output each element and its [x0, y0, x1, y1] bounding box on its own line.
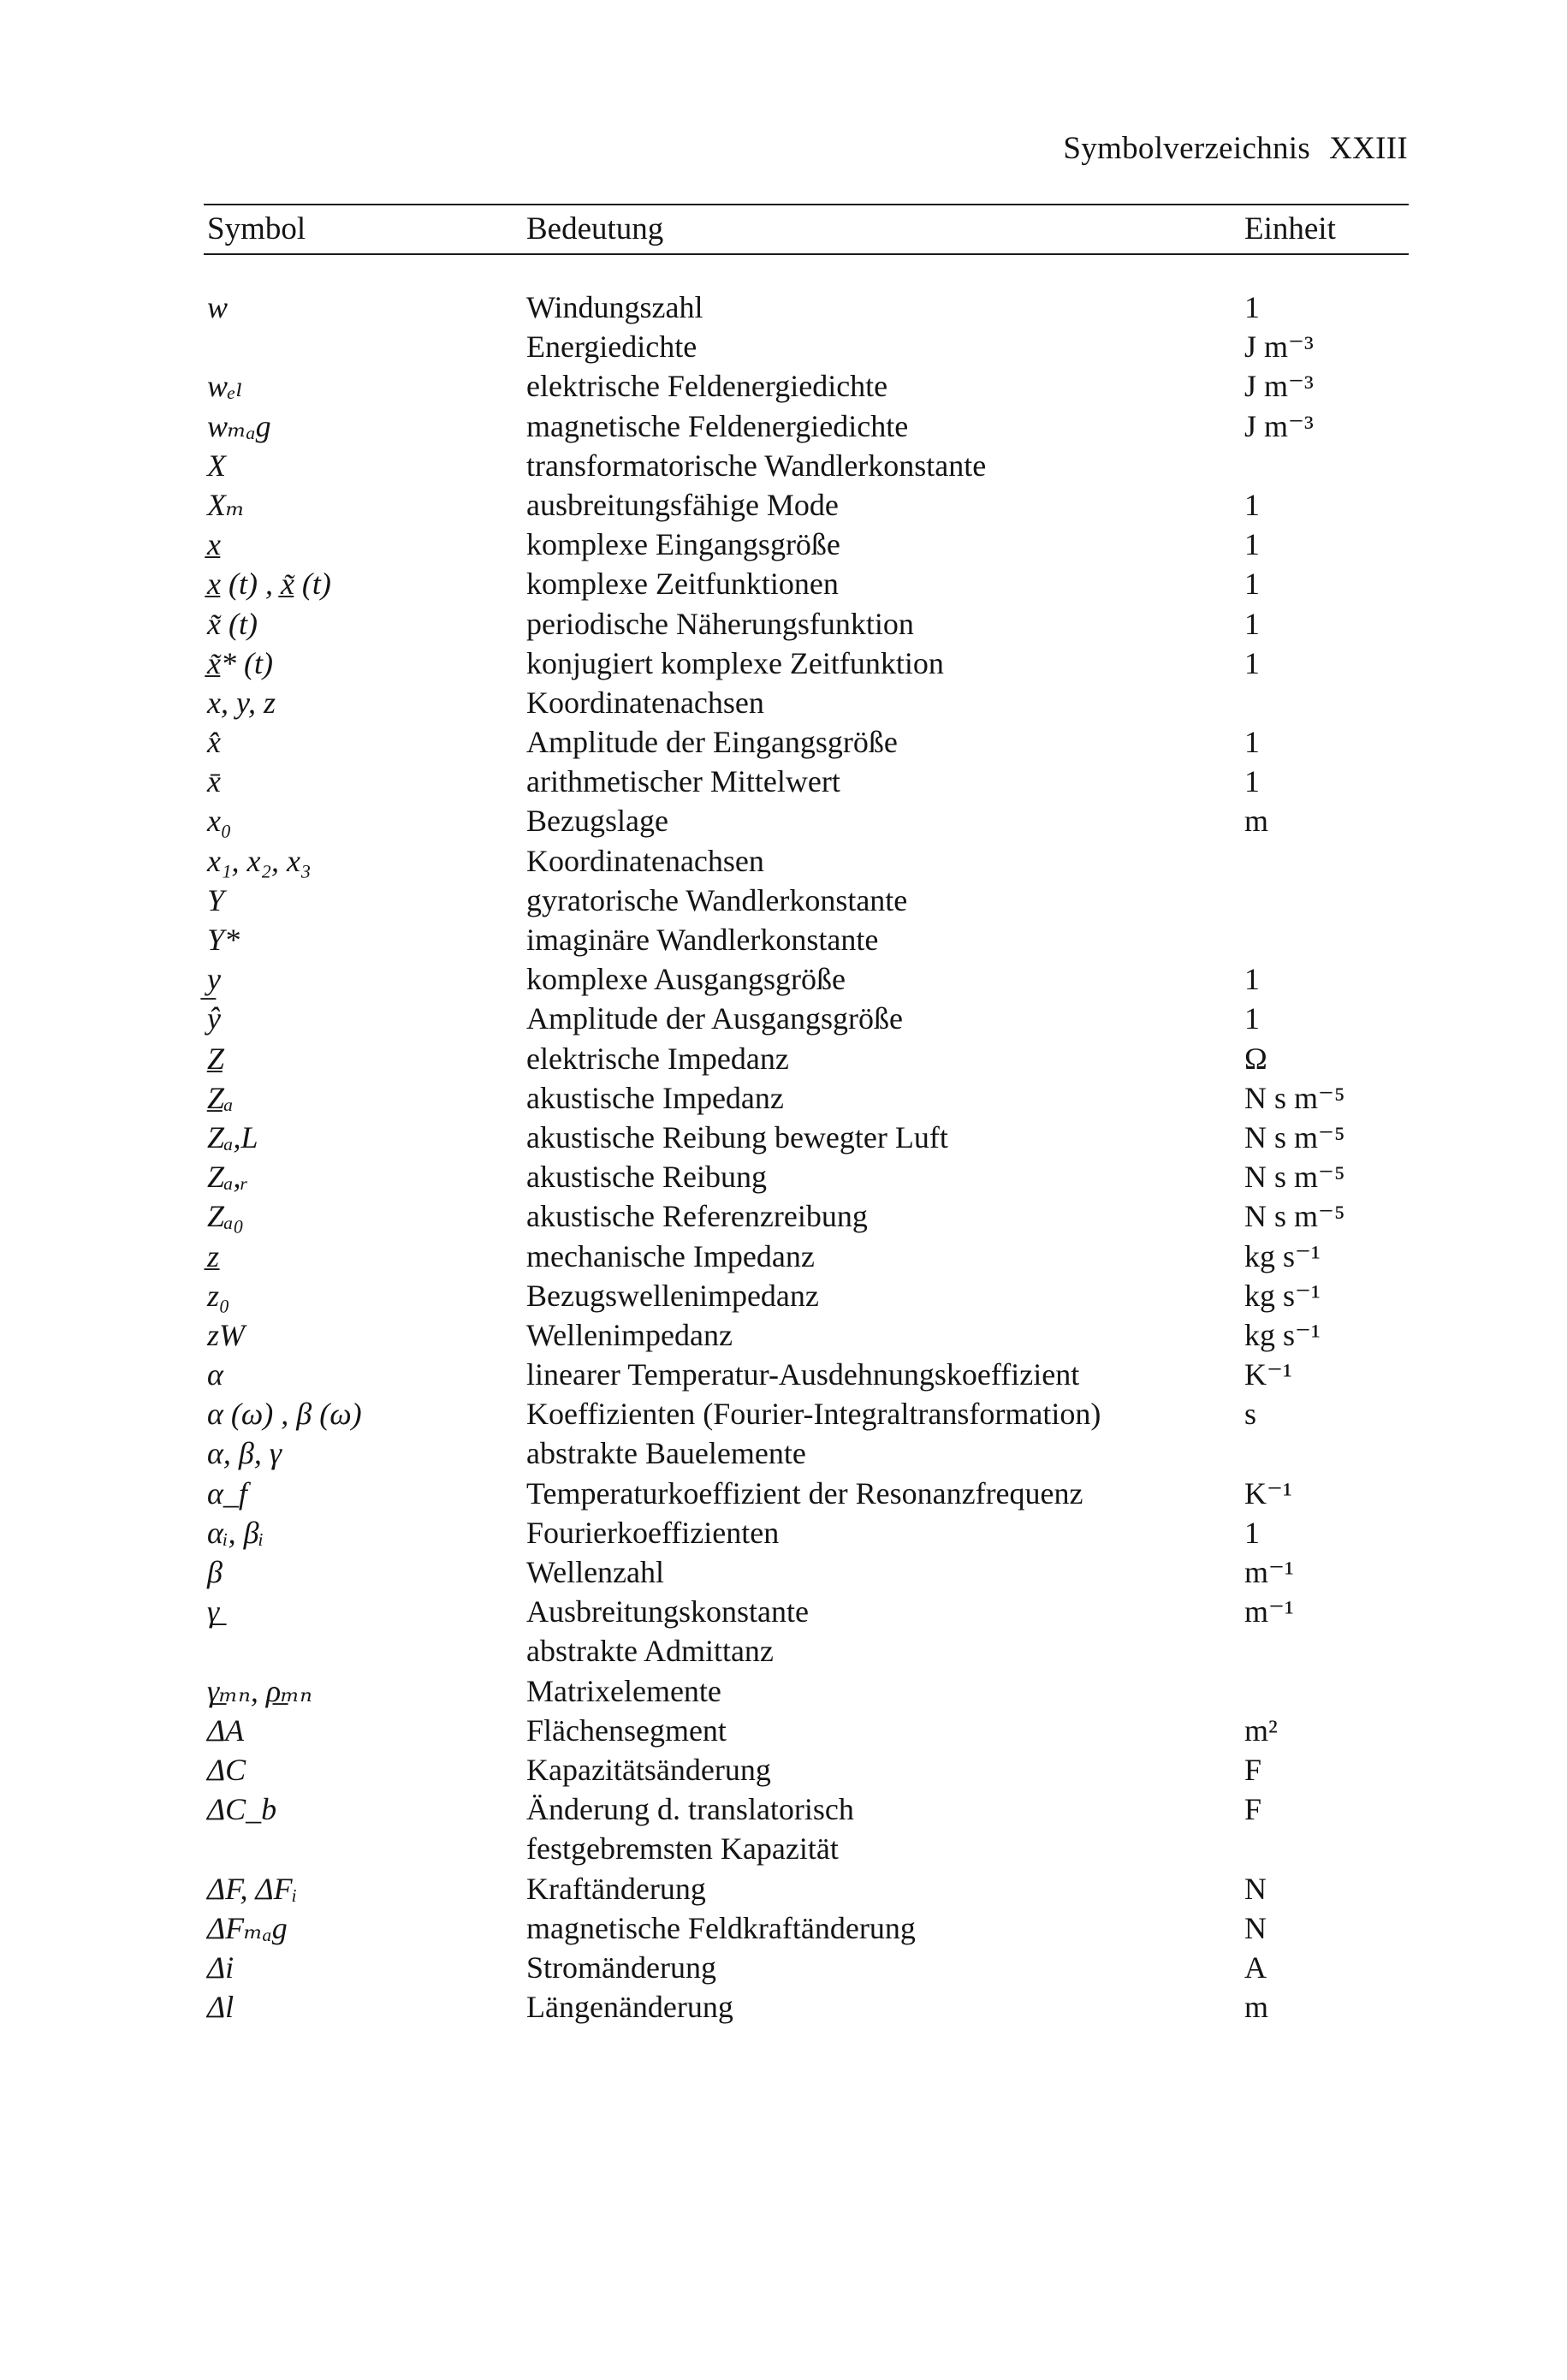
table-row [204, 1237, 1409, 1276]
unit-cell: Ω [1244, 1041, 1267, 1076]
table-row [204, 1552, 1409, 1592]
table-row [204, 999, 1409, 1038]
symbol-cell: γ̲ₘₙ, ρ̲ₘₙ [207, 1673, 312, 1708]
symbol-cell: ΔA [207, 1712, 245, 1748]
symbol-cell: x̂ [207, 725, 221, 760]
symbol-cell: zW [207, 1317, 245, 1352]
unit-cell: N [1244, 1910, 1267, 1945]
table-row [204, 644, 1409, 683]
meaning-cell: imaginäre Wandlerkonstante [526, 923, 879, 957]
unit-cell: kg s⁻¹ [1244, 1238, 1321, 1273]
table-row [204, 722, 1409, 762]
meaning-cell: akustische Reibung bewegter Luft [526, 1119, 948, 1154]
symbol-cell: β [207, 1555, 223, 1589]
symbol-cell: Y* [207, 923, 240, 957]
column-header-unit: Einheit [1244, 211, 1336, 246]
meaning-cell: komplexe Ausgangsgröße [526, 962, 846, 997]
meaning-cell: elektrische Impedanz [526, 1041, 789, 1076]
table-row [204, 485, 1409, 525]
table-row [204, 1750, 1409, 1789]
meaning-cell: Koeffizienten (Fourier-Integraltransformation) [526, 1397, 1101, 1432]
table-row [204, 1157, 1409, 1196]
symbol-cell: x̲̃* (t) [207, 645, 273, 680]
meaning-cell: Wellenimpedanz [526, 1317, 733, 1352]
table-row [204, 762, 1409, 801]
symbol-cell: x₀ [207, 804, 232, 839]
meaning-cell: akustische Reibung [526, 1160, 767, 1195]
meaning-cell: gyratorische Wandlerkonstante [526, 882, 908, 917]
table-row [204, 1474, 1409, 1513]
table-row [204, 1276, 1409, 1315]
meaning-cell: festgebremsten Kapazität [526, 1831, 839, 1867]
unit-cell: K⁻¹ [1244, 1475, 1292, 1510]
table-row [204, 1671, 1409, 1711]
table-row [204, 841, 1409, 881]
table-row [204, 525, 1409, 564]
unit-cell: 1 [1244, 487, 1260, 522]
symbol-cell: Xₘ [207, 487, 246, 522]
symbol-cell: x̄ [207, 764, 221, 799]
meaning-cell: abstrakte Bauelemente [526, 1436, 806, 1471]
symbol-cell: x̃ (t) [207, 606, 258, 641]
symbol-cell: ΔC_b [207, 1792, 277, 1827]
meaning-cell: komplexe Zeitfunktionen [526, 567, 839, 602]
section-title: Symbolverzeichnis [1063, 131, 1311, 166]
table-row [204, 446, 1409, 485]
meaning-cell: Flächensegment [526, 1712, 727, 1748]
unit-cell: m² [1244, 1712, 1278, 1748]
meaning-cell: akustische Referenzreibung [526, 1199, 868, 1234]
meaning-cell: arithmetischer Mittelwert [526, 764, 840, 799]
unit-cell: s [1244, 1397, 1257, 1432]
unit-cell: J m⁻³ [1244, 369, 1314, 404]
table-header-row [204, 205, 1409, 253]
meaning-cell: Energiedichte [526, 329, 697, 365]
meaning-cell: Matrixelemente [526, 1673, 721, 1708]
table-row [204, 920, 1409, 959]
meaning-cell: Temperaturkoeffizient der Resonanzfrequenz [526, 1475, 1083, 1510]
table-row [204, 959, 1409, 999]
meaning-cell: mechanische Impedanz [526, 1238, 815, 1273]
symbol-cell: α (ω) , β (ω) [207, 1397, 362, 1432]
symbol-cell: α_f [207, 1475, 247, 1510]
symbol-cell: Δl [207, 1990, 234, 2025]
meaning-cell: Amplitude der Eingangsgröße [526, 725, 898, 760]
table-row [204, 1078, 1409, 1118]
table-row [204, 1394, 1409, 1433]
unit-cell: N s m⁻⁵ [1244, 1119, 1345, 1154]
table-row [204, 564, 1409, 603]
symbol-table [204, 204, 1409, 2027]
table-row [204, 1039, 1409, 1078]
symbol-cell: Z̲ₐ [207, 1080, 234, 1115]
table-row [204, 366, 1409, 406]
table-row [204, 288, 1409, 327]
meaning-cell: akustische Impedanz [526, 1080, 784, 1115]
table-row [204, 1355, 1409, 1394]
table-row [204, 1948, 1409, 1987]
symbol-cell: α, β, γ [207, 1436, 282, 1471]
table-row [204, 1829, 1409, 1868]
meaning-cell: konjugiert komplexe Zeitfunktion [526, 645, 944, 680]
symbol-cell: αᵢ, βᵢ [207, 1515, 264, 1550]
symbol-cell: ΔF, ΔFᵢ [207, 1871, 298, 1906]
symbol-cell: Z̲ [207, 1041, 225, 1076]
meaning-cell: Ausbreitungskonstante [526, 1594, 809, 1629]
unit-cell: 1 [1244, 1001, 1260, 1036]
page-number: XXIII [1329, 131, 1408, 166]
unit-cell: N s m⁻⁵ [1244, 1160, 1345, 1195]
meaning-cell: magnetische Feldenergiedichte [526, 408, 909, 443]
symbol-cell: wₑₗ [207, 369, 244, 404]
table-row [204, 1433, 1409, 1473]
unit-cell: J m⁻³ [1244, 329, 1314, 365]
table-row [204, 1196, 1409, 1236]
symbol-cell: Zₐ,L [207, 1119, 258, 1154]
meaning-cell: Fourierkoeffizienten [526, 1515, 780, 1550]
unit-cell: N s m⁻⁵ [1244, 1199, 1345, 1234]
table-row [204, 407, 1409, 446]
unit-cell: 1 [1244, 1515, 1260, 1550]
table-row [204, 1987, 1409, 2027]
symbol-cell: Zₐ₀ [207, 1199, 245, 1234]
unit-cell: N s m⁻⁵ [1244, 1080, 1345, 1115]
unit-cell: kg s⁻¹ [1244, 1317, 1321, 1352]
page-header [1063, 130, 1408, 167]
unit-cell: 1 [1244, 962, 1260, 997]
column-header-meaning: Bedeutung [526, 211, 664, 246]
symbol-cell: ŷ [207, 1001, 221, 1036]
meaning-cell: Längenänderung [526, 1990, 733, 2025]
symbol-cell: Y [207, 882, 225, 917]
meaning-cell: ausbreitungsfähige Mode [526, 487, 839, 522]
meaning-cell: Stromänderung [526, 1950, 716, 1985]
meaning-cell: Koordinatenachsen [526, 843, 764, 878]
unit-cell: 1 [1244, 527, 1260, 562]
symbol-cell: x, y, z [207, 685, 276, 720]
table-row [204, 1631, 1409, 1671]
table-row [204, 1869, 1409, 1908]
symbol-cell: x̲ [207, 527, 221, 562]
meaning-cell: Amplitude der Ausgangsgröße [526, 1001, 903, 1036]
meaning-cell: Wellenzahl [526, 1555, 665, 1589]
table-row [204, 683, 1409, 722]
symbol-cell: Δi [207, 1950, 234, 1985]
meaning-cell: Kraftänderung [526, 1871, 706, 1906]
meaning-cell: Bezugslage [526, 804, 668, 839]
table-row [204, 881, 1409, 920]
meaning-cell: Kapazitätsänderung [526, 1752, 771, 1787]
symbol-cell: wₘₐg [207, 408, 271, 443]
symbol-cell: y̲ [207, 962, 221, 997]
meaning-cell: linearer Temperatur-Ausdehnungskoeffizient [526, 1357, 1080, 1392]
unit-cell: m⁻¹ [1244, 1594, 1294, 1629]
table-row [204, 1592, 1409, 1631]
table-row [204, 1789, 1409, 1829]
meaning-cell: abstrakte Admittanz [526, 1634, 774, 1669]
symbol-cell: γ̲ [207, 1594, 220, 1629]
unit-cell: A [1244, 1950, 1267, 1985]
unit-cell: m [1244, 804, 1269, 839]
unit-cell: 1 [1244, 645, 1260, 680]
meaning-cell: komplexe Eingangsgröße [526, 527, 840, 562]
table-body [204, 288, 1409, 2027]
unit-cell: F [1244, 1752, 1262, 1787]
unit-cell: 1 [1244, 567, 1260, 602]
table-row [204, 1315, 1409, 1355]
symbol-cell: ΔC [207, 1752, 246, 1787]
symbol-cell: X [207, 448, 226, 483]
symbol-cell: Zₐ,ᵣ [207, 1160, 249, 1195]
table-row [204, 327, 1409, 366]
meaning-cell: Bezugswellenimpedanz [526, 1278, 819, 1313]
meaning-cell: Windungszahl [526, 290, 703, 324]
symbol-cell: ΔFₘₐg [207, 1910, 288, 1945]
meaning-cell: elektrische Feldenergiedichte [526, 369, 888, 404]
table-row [204, 604, 1409, 644]
unit-cell: 1 [1244, 290, 1260, 324]
table-header-rule [204, 253, 1409, 255]
meaning-cell: transformatorische Wandlerkonstante [526, 448, 987, 483]
symbol-cell: z̲ [207, 1238, 220, 1273]
unit-cell: K⁻¹ [1244, 1357, 1292, 1392]
unit-cell: kg s⁻¹ [1244, 1278, 1321, 1313]
unit-cell: m [1244, 1990, 1269, 2025]
column-header-symbol: Symbol [207, 211, 306, 246]
meaning-cell: Koordinatenachsen [526, 685, 764, 720]
meaning-cell: magnetische Feldkraftänderung [526, 1910, 916, 1945]
unit-cell: 1 [1244, 606, 1260, 641]
unit-cell: F [1244, 1792, 1262, 1827]
unit-cell: J m⁻³ [1244, 408, 1314, 443]
meaning-cell: periodische Näherungsfunktion [526, 606, 914, 641]
table-row [204, 1513, 1409, 1552]
symbol-cell: w [207, 290, 229, 324]
symbol-cell: x₁, x₂, x₃ [207, 843, 312, 878]
table-row [204, 801, 1409, 840]
table-row [204, 1908, 1409, 1948]
unit-cell: 1 [1244, 725, 1260, 760]
unit-cell: N [1244, 1871, 1267, 1906]
symbol-cell: α [207, 1357, 223, 1392]
table-row [204, 1711, 1409, 1750]
table-row [204, 1118, 1409, 1157]
meaning-cell: Änderung d. translatorisch [526, 1792, 854, 1827]
unit-cell: 1 [1244, 764, 1260, 799]
symbol-cell: z₀ [207, 1278, 230, 1313]
symbol-cell: x̲ (t) , x̲̃ (t) [207, 567, 331, 602]
unit-cell: m⁻¹ [1244, 1555, 1294, 1589]
